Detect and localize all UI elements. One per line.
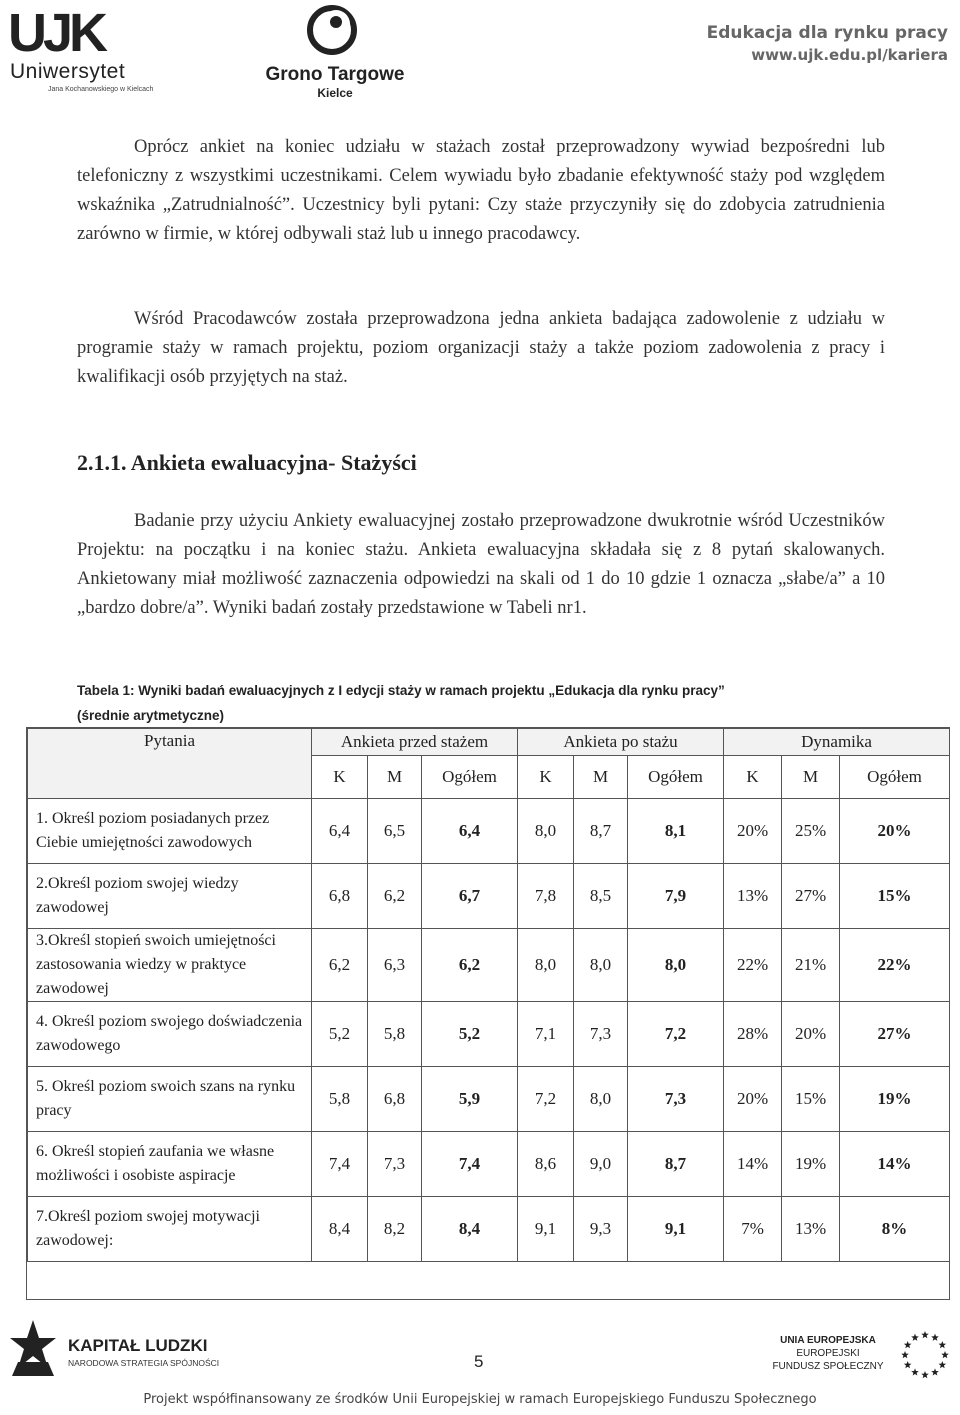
value-cell: 8,2 bbox=[368, 1197, 422, 1262]
value-cell: 6,8 bbox=[368, 1067, 422, 1132]
eu-star bbox=[911, 1368, 919, 1375]
kapital-ludzki-star-icon bbox=[8, 1318, 58, 1378]
value-cell: 5,9 bbox=[422, 1067, 518, 1132]
value-cell: 25% bbox=[782, 799, 840, 864]
value-cell: 9,3 bbox=[574, 1197, 628, 1262]
eu-text bbox=[768, 1334, 888, 1373]
value-cell: 13% bbox=[782, 1197, 840, 1262]
value-cell: 15% bbox=[840, 864, 950, 929]
eu-star bbox=[939, 1361, 947, 1368]
grono-targowe-emblem-icon bbox=[306, 4, 358, 56]
value-cell: 7,4 bbox=[312, 1132, 368, 1197]
subheader-total: Ogółem bbox=[422, 756, 518, 799]
eu-stars-icon bbox=[898, 1328, 952, 1382]
subheader-k: K bbox=[312, 756, 368, 799]
value-cell: 7,3 bbox=[368, 1132, 422, 1197]
value-cell: 22% bbox=[840, 929, 950, 1002]
value-cell: 28% bbox=[724, 1002, 782, 1067]
eu-star bbox=[931, 1368, 939, 1375]
eu-line1: UNIA EUROPEJSKA bbox=[780, 1335, 876, 1346]
value-cell: 9,1 bbox=[628, 1197, 724, 1262]
value-cell: 7,8 bbox=[518, 864, 574, 929]
ujk-subtitle: Jana Kochanowskiego w Kielcach bbox=[48, 86, 154, 93]
kapital-ludzki-title: KAPITAŁ LUDZKI bbox=[68, 1336, 208, 1355]
page-header bbox=[0, 0, 960, 110]
value-cell: 6,8 bbox=[312, 864, 368, 929]
value-cell: 7% bbox=[724, 1197, 782, 1262]
table-row bbox=[28, 1067, 950, 1132]
eu-star bbox=[941, 1351, 949, 1358]
value-cell: 7,3 bbox=[574, 1002, 628, 1067]
value-cell: 7,3 bbox=[628, 1067, 724, 1132]
value-cell: 8,7 bbox=[574, 799, 628, 864]
grono-targowe-city: Kielce bbox=[317, 86, 353, 100]
table-row bbox=[28, 1197, 950, 1262]
eu-star bbox=[921, 1331, 929, 1338]
value-cell: 7,9 bbox=[628, 864, 724, 929]
paragraph-survey: Badanie przy użyciu Ankiety ewaluacyjnej zostało przeprowadzone dwukrotnie wśród Uczestników Projektu: na początku i na koniec stażu. Ankieta ewaluacyjna składała się z 8 pytań skalowanych. Ankietowany miał możliwość zaznaczenia odpowiedzi na skali od 1 do 10 gdzie 1 oznacza „słabe/a” a 10 „bardzo dobre/a”. Wyniki badań zostały przedstawione w Tabeli nr1. bbox=[77, 511, 885, 618]
value-cell: 19% bbox=[840, 1067, 950, 1132]
value-cell: 8,0 bbox=[574, 1067, 628, 1132]
eu-star bbox=[939, 1341, 947, 1348]
results-table bbox=[27, 728, 950, 1262]
value-cell: 20% bbox=[724, 1067, 782, 1132]
value-cell: 8% bbox=[840, 1197, 950, 1262]
table-row bbox=[28, 799, 950, 864]
value-cell: 21% bbox=[782, 929, 840, 1002]
eu-line3: FUNDUSZ SPOŁECZNY bbox=[772, 1361, 884, 1372]
value-cell: 6,4 bbox=[422, 799, 518, 864]
table-caption bbox=[77, 678, 887, 728]
value-cell: 6,5 bbox=[368, 799, 422, 864]
value-cell: 27% bbox=[840, 1002, 950, 1067]
value-cell: 5,2 bbox=[422, 1002, 518, 1067]
subheader-k: K bbox=[724, 756, 782, 799]
value-cell: 9,1 bbox=[518, 1197, 574, 1262]
question-cell: 4. Określ poziom swojego doświadczenia zawodowego bbox=[28, 1002, 312, 1067]
eu-line2: EUROPEJSKI bbox=[796, 1348, 860, 1359]
subheader-k: K bbox=[518, 756, 574, 799]
table-caption-line1: Tabela 1: Wyniki badań ewaluacyjnych z I edycji staży w ramach projektu „Edukacja dla rynku pracy” bbox=[77, 683, 725, 698]
paragraph-employers: Wśród Pracodawców została przeprowadzona jedna ankieta badająca zadowolenie z udziału w programie staży w ramach projektu, poziom organizacji staży a także poziom zadowolenia z pracy i kwalifikacji osób przyjętych na staż. bbox=[77, 309, 885, 387]
header-right-block bbox=[707, 22, 948, 66]
value-cell: 8,7 bbox=[628, 1132, 724, 1197]
value-cell: 5,8 bbox=[312, 1067, 368, 1132]
eu-star bbox=[901, 1351, 909, 1358]
grono-targowe-name: Grono Targowe bbox=[265, 64, 405, 85]
table-header-row bbox=[28, 729, 950, 756]
subheader-m: M bbox=[574, 756, 628, 799]
value-cell: 5,2 bbox=[312, 1002, 368, 1067]
value-cell: 20% bbox=[724, 799, 782, 864]
table-caption-line2: (średnie arytmetyczne) bbox=[77, 708, 225, 723]
section-heading: 2.1.1. Ankieta ewaluacyjna- Stażyści bbox=[77, 450, 417, 475]
eu-star bbox=[911, 1334, 919, 1341]
ujk-name: Uniwersytet bbox=[10, 60, 126, 83]
value-cell: 8,0 bbox=[518, 929, 574, 1002]
question-cell: 3.Określ stopień swoich umiejętności zastosowania wiedzy w praktyce zawodowej bbox=[28, 929, 312, 1002]
value-cell: 7,1 bbox=[518, 1002, 574, 1067]
value-cell: 6,2 bbox=[312, 929, 368, 1002]
question-cell: 5. Określ poziom swoich szans na rynku pracy bbox=[28, 1067, 312, 1132]
ujk-mark: UJK bbox=[8, 3, 105, 63]
value-cell: 8,0 bbox=[518, 799, 574, 864]
value-cell: 7,2 bbox=[628, 1002, 724, 1067]
value-cell: 6,3 bbox=[368, 929, 422, 1002]
kapital-ludzki-subtitle: NARODOWA STRATEGIA SPÓJNOŚCI bbox=[68, 1358, 220, 1368]
table-row bbox=[28, 929, 950, 1002]
results-table-frame bbox=[26, 727, 950, 1300]
value-cell: 19% bbox=[782, 1132, 840, 1197]
header-after: Ankieta po stażu bbox=[518, 729, 724, 756]
value-cell: 7,2 bbox=[518, 1067, 574, 1132]
value-cell: 6,2 bbox=[422, 929, 518, 1002]
table-row bbox=[28, 1002, 950, 1067]
header-before: Ankieta przed stażem bbox=[312, 729, 518, 756]
value-cell: 9,0 bbox=[574, 1132, 628, 1197]
value-cell: 6,2 bbox=[368, 864, 422, 929]
value-cell: 6,7 bbox=[422, 864, 518, 929]
value-cell: 20% bbox=[782, 1002, 840, 1067]
value-cell: 6,4 bbox=[312, 799, 368, 864]
value-cell: 8,5 bbox=[574, 864, 628, 929]
header-title: Edukacja dla rynku pracy bbox=[706, 23, 948, 43]
value-cell: 8,0 bbox=[628, 929, 724, 1002]
eu-star bbox=[921, 1371, 929, 1378]
value-cell: 7,4 bbox=[422, 1132, 518, 1197]
value-cell: 14% bbox=[724, 1132, 782, 1197]
subheader-total: Ogółem bbox=[840, 756, 950, 799]
table-row bbox=[28, 864, 950, 929]
page-number: 5 bbox=[474, 1352, 484, 1371]
paragraph-interview: Oprócz ankiet na koniec udziału w stażach został przeprowadzony wywiad bezpośredni lub telefoniczny z wszystkimi uczestnikami. Celem wywiadu było zbadanie efektywność staży pod względem wskaźnika „Zatrudnialność”. Uczestnicy byli pytani: Czy staże przyczyniły się do zdobycia zatrudnienia zarówno w firmie, w której odbywali staż lub u innego pracodawcy. bbox=[77, 137, 885, 244]
value-cell: 8,4 bbox=[312, 1197, 368, 1262]
value-cell: 13% bbox=[724, 864, 782, 929]
value-cell: 8,1 bbox=[628, 799, 724, 864]
subheader-m: M bbox=[368, 756, 422, 799]
kapital-ludzki-logo bbox=[8, 1318, 238, 1380]
value-cell: 8,0 bbox=[574, 929, 628, 1002]
value-cell: 5,8 bbox=[368, 1002, 422, 1067]
eu-star bbox=[904, 1341, 912, 1348]
question-cell: 6. Określ stopień zaufania we własne możliwości i osobiste aspiracje bbox=[28, 1132, 312, 1197]
header-url[interactable]: www.ujk.edu.pl/kariera bbox=[751, 46, 948, 64]
value-cell: 14% bbox=[840, 1132, 950, 1197]
value-cell: 8,4 bbox=[422, 1197, 518, 1262]
question-cell: 7.Określ poziom swojej motywacji zawodowej: bbox=[28, 1197, 312, 1262]
eu-star bbox=[931, 1334, 939, 1341]
value-cell: 22% bbox=[724, 929, 782, 1002]
question-cell: 2.Określ poziom swojej wiedzy zawodowej bbox=[28, 864, 312, 929]
question-cell: 1. Określ poziom posiadanych przez Ciebie umiejętności zawodowych bbox=[28, 799, 312, 864]
table-row bbox=[28, 1132, 950, 1197]
value-cell: 20% bbox=[840, 799, 950, 864]
value-cell: 15% bbox=[782, 1067, 840, 1132]
eu-star bbox=[904, 1361, 912, 1368]
grono-targowe-logo bbox=[250, 4, 420, 104]
value-cell: 8,6 bbox=[518, 1132, 574, 1197]
footer-cofinancing: Projekt współfinansowany ze środków Unii Europejskiej w ramach Europejskiego Funduszu Społecznego bbox=[143, 1392, 817, 1407]
value-cell: 27% bbox=[782, 864, 840, 929]
subheader-m: M bbox=[782, 756, 840, 799]
table-body bbox=[28, 799, 950, 1262]
ujk-logo bbox=[8, 3, 168, 98]
subheader-total: Ogółem bbox=[628, 756, 724, 799]
header-questions: Pytania bbox=[28, 729, 312, 799]
header-dynamics: Dynamika bbox=[724, 729, 950, 756]
